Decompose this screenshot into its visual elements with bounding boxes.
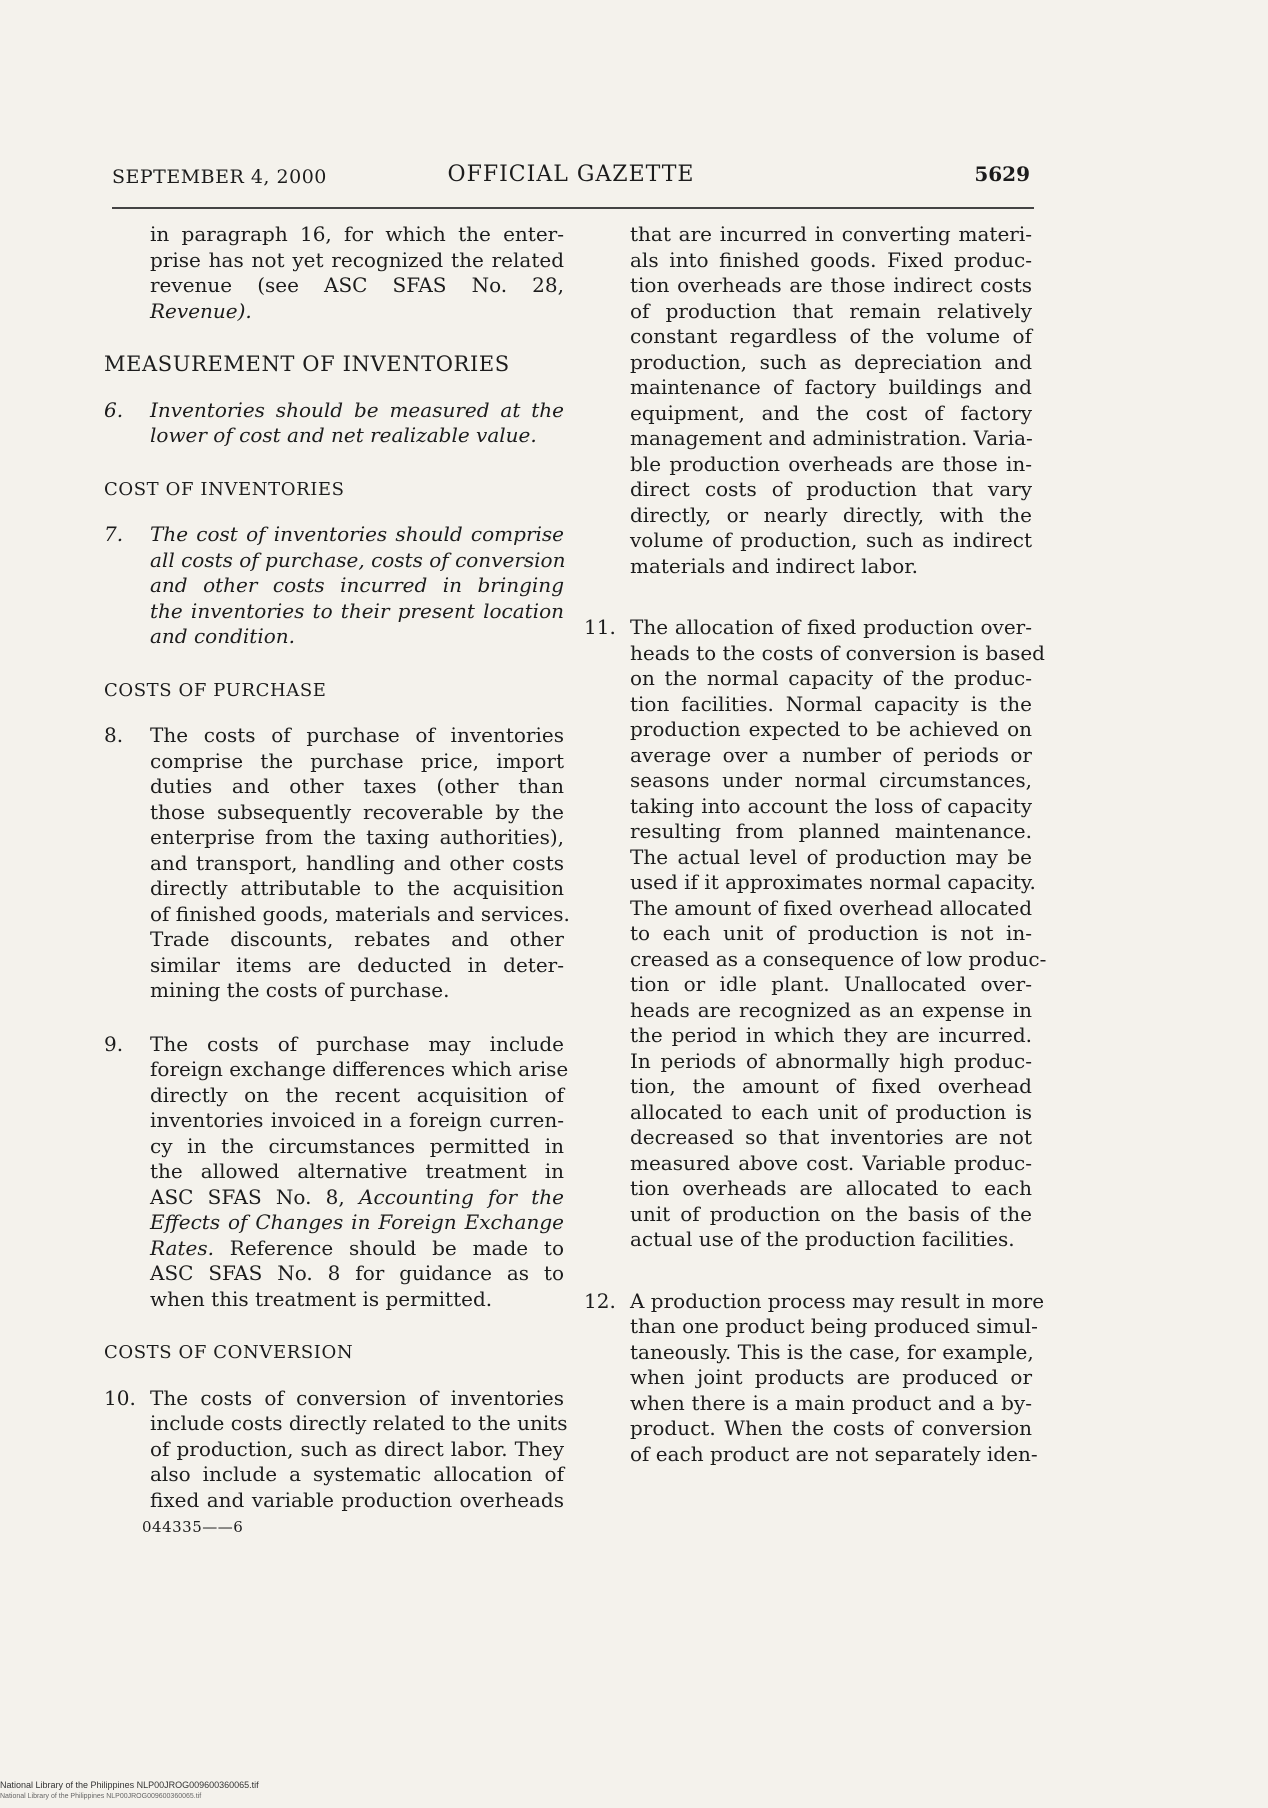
paragraph-number: 10. <box>104 1385 136 1410</box>
text-line: on the normal capacity of the produc- <box>630 666 1032 690</box>
paragraph-number: 8. <box>104 723 124 747</box>
library-footer-line: National Library of the Philippines NLP00JROG009600360065.tif <box>0 1780 259 1790</box>
intro-paragraph <box>112 222 564 324</box>
text-line: tion or idle plant. Unallocated over- <box>630 972 1032 996</box>
paragraph-11 <box>584 615 1047 1253</box>
text-line: also include a systematic allocation of <box>150 1462 564 1486</box>
text-line: directly, or nearly directly, with the <box>630 502 1032 527</box>
paragraph-number: 9. <box>104 1031 124 1056</box>
section-heading-costs-of-purchase: COSTS OF PURCHASE <box>104 679 327 701</box>
text-line: allocated to each unit of production is <box>630 1099 1032 1124</box>
text-line: include costs directly related to the units <box>150 1411 568 1435</box>
paragraph-number: 6. <box>104 397 124 422</box>
text-line: directly on the recent acquisition of <box>150 1082 564 1107</box>
text-line: of production, such as direct labor. They <box>150 1436 564 1461</box>
paragraph-8 <box>104 723 570 1004</box>
section-heading-cost-of-inventories: COST OF INVENTORIES <box>104 478 345 500</box>
paragraph-10 <box>104 1385 568 1514</box>
header-title: OFFICIAL GAZETTE <box>447 162 695 187</box>
text-line: The costs of purchase of inventories <box>150 723 564 747</box>
text-line: of production that remain relatively <box>630 298 1032 323</box>
text-line: heads are recognized as an expense in <box>630 997 1032 1022</box>
text-line: that are incurred in converting materi- <box>630 222 1032 246</box>
text-line: direct costs of production that vary <box>630 477 1032 501</box>
text-line: creased as a consequence of low produc- <box>630 946 1047 971</box>
text-line: Revenue). <box>150 298 252 323</box>
paragraph-9 <box>104 1031 569 1313</box>
text-line: decreased so that inventories are not <box>630 1125 1032 1149</box>
right-column <box>584 222 1047 1467</box>
text-line: als into finished goods. Fixed produc- <box>630 247 1032 272</box>
text-line: production, such as depreciation and <box>630 349 1032 374</box>
text-line: average over a number of periods or <box>630 742 1032 767</box>
text-line: used if it approximates normal capacity. <box>630 870 1036 894</box>
text-segment: ASC SFAS No. 8, <box>150 1184 359 1209</box>
text-line: mining the costs of purchase. <box>150 978 450 1002</box>
text-line: The actual level of production may be <box>630 844 1032 869</box>
page-header <box>112 160 1030 192</box>
header-rule <box>112 207 1034 209</box>
text-line: enterprise from the taxing authorities), <box>150 825 564 849</box>
text-line: revenue (see ASC SFAS No. 28, <box>150 273 564 297</box>
text-line: resulting from planned maintenance. <box>630 819 1032 843</box>
library-footer <box>0 1780 259 1802</box>
text-line: when there is a main product and a by- <box>630 1390 1032 1415</box>
text-line: Inventories should be measured at the <box>150 397 564 422</box>
section-heading-measurement: MEASUREMENT OF INVENTORIES <box>104 352 510 376</box>
paragraph-7 <box>104 522 566 650</box>
text-line: the period in which they are incurred. <box>630 1023 1032 1047</box>
text-line: tion, the amount of fixed overhead <box>630 1074 1032 1098</box>
header-date: SEPTEMBER 4, 2000 <box>112 166 327 188</box>
text-line: measured above cost. Variable produc- <box>630 1150 1032 1175</box>
text-line: actual use of the production facilities. <box>630 1227 1015 1251</box>
text-line <box>150 1185 564 1211</box>
text-line: ble production overheads are those in- <box>630 451 1032 476</box>
text-line: fixed and variable production overheads <box>150 1487 564 1512</box>
paragraph-10-continued <box>592 222 1032 579</box>
text-line: tion facilities. Normal capacity is the <box>630 691 1032 716</box>
text-line: product. When the costs of conversion <box>630 1416 1032 1440</box>
text-line: heads to the costs of conversion is based <box>630 640 1045 665</box>
text-segment: Accounting for the <box>359 1184 564 1209</box>
text-line: Trade discounts, rebates and other <box>150 927 564 951</box>
text-line: The allocation of fixed production over- <box>630 615 1032 639</box>
text-segment: Reference should be made to <box>213 1235 564 1260</box>
text-line: foreign exchange differences which arise <box>150 1057 569 1081</box>
text-line: than one product being produced simul- <box>630 1314 1038 1338</box>
text-line: constant regardless of the volume of <box>630 324 1032 348</box>
text-line: unit of production on the basis of the <box>630 1201 1032 1226</box>
text-line: those subsequently recoverable by the <box>150 799 564 824</box>
text-line: directly attributable to the acquisition <box>150 876 564 900</box>
text-line <box>150 1236 564 1262</box>
text-line: management and administration. Varia- <box>630 426 1033 450</box>
library-footer-line: National Library of the Philippines NLP00JROG009600360065.tif <box>0 1793 202 1800</box>
text-line: the allowed alternative treatment in <box>150 1159 564 1183</box>
text-line: of finished goods, materials and services. <box>150 901 570 926</box>
paragraph-6 <box>104 397 564 449</box>
text-line: A production process may result in more <box>630 1288 1045 1313</box>
text-line: taking into account the loss of capacity <box>630 793 1032 818</box>
text-line: cy in the circumstances permitted in <box>150 1133 564 1158</box>
text-line: tion overheads are those indirect costs <box>630 273 1032 297</box>
text-line: the inventories to their present location <box>150 598 564 623</box>
text-line: when joint products are produced or <box>630 1365 1032 1389</box>
text-line: taneously. This is the case, for example, <box>630 1339 1034 1364</box>
text-line: when this treatment is permitted. <box>150 1286 493 1311</box>
left-column <box>104 222 570 1541</box>
text-line: to each unit of production is not in- <box>630 921 1032 945</box>
text-line: production expected to be achieved on <box>630 717 1032 741</box>
paragraph-number: 11. <box>584 615 616 639</box>
text-line: The costs of conversion of inventories <box>150 1385 564 1410</box>
text-line: and condition. <box>150 624 295 648</box>
text-line: volume of production, such as indirect <box>630 528 1032 552</box>
text-line: and transport, handling and other costs <box>150 850 564 875</box>
text-line: inventories invoiced in a foreign curren- <box>150 1108 564 1132</box>
text-line: materials and indirect labor. <box>630 553 918 578</box>
text-line: equipment, and the cost of factory <box>630 400 1032 425</box>
text-line: in paragraph 16, for which the enter- <box>150 222 564 246</box>
text-line: Effects of Changes in Foreign Exchange <box>150 1210 564 1234</box>
paragraph-number: 7. <box>104 522 124 546</box>
text-line: maintenance of factory buildings and <box>630 375 1032 399</box>
text-line: prise has not yet recognized the related <box>150 247 564 272</box>
text-line: In periods of abnormally high produc- <box>630 1048 1032 1073</box>
text-line: The amount of fixed overhead allocated <box>630 895 1033 920</box>
text-line: The cost of inventories should comprise <box>150 522 564 546</box>
section-heading-costs-of-conversion: COSTS OF CONVERSION <box>104 1342 354 1363</box>
print-code: 044335——6 <box>142 1518 244 1536</box>
text-line: The costs of purchase may include <box>150 1031 564 1056</box>
text-line: similar items are deducted in deter- <box>150 952 564 977</box>
text-line: ASC SFAS No. 8 for guidance as to <box>150 1261 564 1285</box>
header-page-number: 5629 <box>974 162 1030 186</box>
text-line: lower of cost and net realizable value. <box>150 423 537 447</box>
text-line: comprise the purchase price, import <box>150 748 564 773</box>
text-line: tion overheads are allocated to each <box>630 1176 1032 1200</box>
text-line: duties and other taxes (other than <box>150 774 564 798</box>
text-line: and other costs incurred in bringing <box>150 573 564 597</box>
text-line: seasons under normal circumstances, <box>630 768 1032 792</box>
text-segment: Rates. <box>150 1235 214 1260</box>
text-line: of each product are not separately iden- <box>630 1441 1038 1466</box>
paragraph-12 <box>584 1288 1045 1468</box>
text-line: all costs of purchase, costs of conversion <box>150 547 566 572</box>
paragraph-number: 12. <box>584 1288 616 1313</box>
